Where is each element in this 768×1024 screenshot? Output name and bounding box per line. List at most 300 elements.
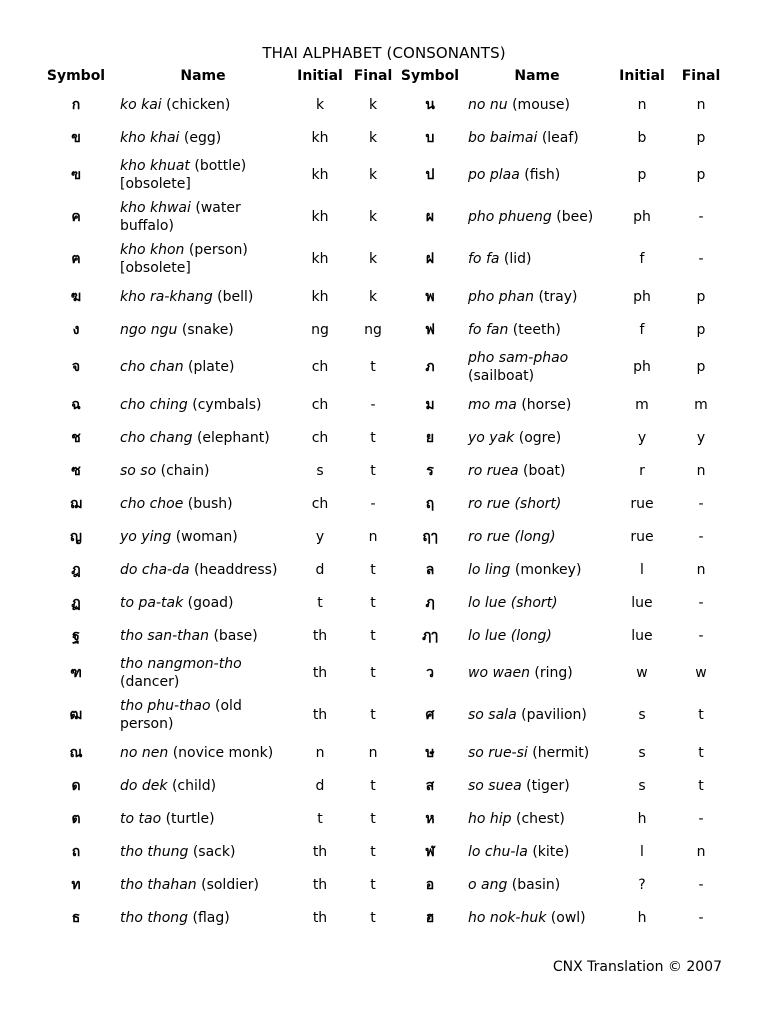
- meaning-text: (bell): [212, 288, 254, 305]
- final-sound: t: [698, 707, 704, 723]
- final-sound: -: [370, 396, 376, 413]
- table-row: [38, 736, 730, 769]
- initial-sound: d: [315, 561, 325, 578]
- consonant-name: [462, 388, 612, 421]
- table-row: [38, 421, 730, 454]
- meaning-text: (person) [obsolete]: [120, 242, 248, 276]
- meaning-text: (mouse): [507, 96, 570, 113]
- consonant-symbol: ฉ: [71, 396, 81, 413]
- final-sound: n: [696, 462, 706, 479]
- footer-copyright: CNX Translation © 2007: [552, 959, 722, 975]
- consonant-symbol: พ: [425, 288, 435, 305]
- consonant-symbol: ล: [425, 561, 435, 578]
- final-sound: p: [696, 359, 706, 375]
- meaning-text: (goad): [183, 594, 234, 611]
- consonant-symbol: ศ: [425, 707, 435, 723]
- initial-sound: s: [638, 744, 646, 761]
- initial-sound: h: [637, 810, 647, 827]
- final-sound: k: [368, 288, 378, 305]
- consonant-symbol: ท: [71, 876, 81, 893]
- consonant-symbol: ฦๅ: [421, 627, 439, 644]
- consonant-symbol: ญ: [70, 528, 82, 545]
- initial-sound: h: [637, 909, 647, 926]
- table-row: [38, 835, 730, 868]
- consonant-name: [114, 619, 292, 652]
- consonant-name: [462, 901, 612, 934]
- consonant-name: [114, 121, 292, 154]
- meaning-text: (ogre): [514, 429, 562, 446]
- romanized-name: so sala: [468, 707, 517, 723]
- initial-sound: n: [637, 96, 647, 113]
- initial-sound: ch: [311, 359, 329, 375]
- consonant-name: [114, 421, 292, 454]
- consonant-symbol: บ: [425, 129, 435, 146]
- consonant-name: [462, 238, 612, 280]
- meaning-text: (novice monk): [168, 744, 274, 761]
- initial-sound: l: [640, 561, 644, 578]
- romanized-name: ro ruea: [468, 462, 519, 479]
- romanized-name: yo yak: [468, 429, 515, 446]
- consonant-symbol: ฎ: [71, 561, 81, 578]
- consonant-name: [114, 553, 292, 586]
- initial-sound: y: [315, 528, 325, 545]
- consonant-symbol: ภ: [425, 359, 435, 375]
- romanized-name: ko kai: [120, 96, 162, 113]
- header-row: [38, 64, 730, 88]
- consonant-name: [462, 694, 612, 736]
- consonant-symbol: ข: [71, 129, 81, 146]
- meaning-text: (owl): [546, 909, 586, 926]
- table-row: [38, 553, 730, 586]
- meaning-text: (leaf): [537, 129, 579, 146]
- meaning-text: (dancer): [120, 674, 180, 690]
- romanized-name: kho khuat: [120, 158, 190, 174]
- initial-sound: f: [639, 321, 645, 338]
- romanized-name: tho san-than: [120, 627, 209, 644]
- consonant-symbol: ง: [72, 321, 80, 338]
- consonant-name: [462, 835, 612, 868]
- meaning-text: (chain): [156, 462, 210, 479]
- final-sound: p: [696, 288, 706, 305]
- romanized-name: lo chu-la: [468, 843, 528, 860]
- initial-sound: ?: [638, 876, 646, 893]
- table-row: [38, 154, 730, 196]
- meaning-text: (hermit): [527, 744, 590, 761]
- romanized-name: ro rue (short): [468, 495, 562, 512]
- meaning-text: (flag): [188, 909, 230, 926]
- initial-sound: kh: [311, 167, 329, 183]
- final-sound: k: [368, 251, 378, 267]
- romanized-name: so so: [120, 462, 157, 479]
- initial-sound: d: [315, 777, 325, 794]
- romanized-name: to pa-tak: [120, 594, 184, 611]
- romanized-name: fo fa: [468, 251, 500, 267]
- initial-sound: th: [312, 876, 328, 893]
- consonant-name: [114, 802, 292, 835]
- consonant-symbol: ฬ: [425, 843, 435, 860]
- consonant-name: [462, 868, 612, 901]
- final-sound: -: [698, 528, 704, 545]
- consonant-name: [462, 769, 612, 802]
- initial-sound: th: [312, 843, 328, 860]
- meaning-text: (sack): [188, 843, 236, 860]
- table-row: [38, 388, 730, 421]
- meaning-text: (cymbals): [187, 396, 262, 413]
- consonant-name: [462, 88, 612, 121]
- final-sound: t: [370, 462, 376, 479]
- consonant-symbol: ฐ: [72, 627, 80, 644]
- final-sound: t: [370, 909, 376, 926]
- final-sound: k: [368, 129, 378, 146]
- meaning-text: (monkey): [510, 561, 582, 578]
- meaning-text: (bottle) [obsolete]: [120, 158, 247, 192]
- consonant-name: [114, 694, 292, 736]
- consonant-name: [114, 520, 292, 553]
- romanized-name: yo ying: [120, 528, 172, 545]
- consonant-name: [462, 154, 612, 196]
- meaning-text: (tiger): [521, 777, 570, 794]
- initial-sound: f: [639, 251, 645, 267]
- table-row: [38, 901, 730, 934]
- initial-sound: rue: [630, 495, 654, 512]
- table-row: [38, 868, 730, 901]
- romanized-name: cho ching: [120, 396, 188, 413]
- initial-sound: ng: [311, 321, 329, 338]
- table-row: [38, 313, 730, 346]
- consonant-symbol: ว: [426, 665, 434, 681]
- initial-sound: kh: [311, 129, 329, 146]
- consonant-name: [114, 769, 292, 802]
- romanized-name: kho ra-khang: [120, 288, 213, 305]
- table-row: [38, 454, 730, 487]
- header-name: Name: [514, 68, 560, 84]
- initial-sound: th: [312, 707, 328, 723]
- header-final: Final: [681, 68, 721, 84]
- consonant-symbol: ณ: [69, 744, 83, 761]
- table-row: [38, 487, 730, 520]
- consonant-symbol: ธ: [71, 909, 81, 926]
- table-row: [38, 802, 730, 835]
- romanized-name: tho phu-thao: [120, 698, 211, 714]
- consonant-name: [114, 487, 292, 520]
- meaning-text: (lid): [499, 251, 532, 267]
- table-row: [38, 196, 730, 238]
- consonant-name: [462, 487, 612, 520]
- initial-sound: lue: [631, 627, 653, 644]
- consonant-symbol: ฝ: [425, 251, 435, 267]
- final-sound: -: [698, 876, 704, 893]
- initial-sound: rue: [630, 528, 654, 545]
- consonant-symbol: ช: [71, 429, 81, 446]
- final-sound: t: [370, 665, 376, 681]
- consonant-name: [114, 868, 292, 901]
- final-sound: ng: [364, 321, 382, 338]
- consonant-symbol: ฏ: [71, 594, 81, 611]
- initial-sound: kh: [311, 251, 329, 267]
- romanized-name: tho thong: [120, 909, 189, 926]
- consonant-symbol: ถ: [71, 843, 81, 860]
- header-symbol: Symbol: [46, 68, 106, 84]
- final-sound: k: [368, 209, 378, 225]
- romanized-name: tho thung: [120, 843, 189, 860]
- consonant-symbol: ฤ: [425, 495, 435, 512]
- consonant-name: [114, 388, 292, 421]
- consonant-name: [462, 421, 612, 454]
- consonant-name: [114, 835, 292, 868]
- consonant-name: [114, 652, 292, 694]
- meaning-text: (boat): [518, 462, 566, 479]
- meaning-text: (woman): [171, 528, 238, 545]
- romanized-name: wo waen: [468, 665, 530, 681]
- final-sound: p: [696, 167, 706, 183]
- table-row: [38, 238, 730, 280]
- consonant-name: [462, 586, 612, 619]
- romanized-name: tho thahan: [120, 876, 197, 893]
- initial-sound: ph: [633, 288, 651, 305]
- final-sound: t: [370, 561, 376, 578]
- final-sound: t: [370, 810, 376, 827]
- meaning-text: (elephant): [192, 429, 270, 446]
- consonant-name: [462, 736, 612, 769]
- consonant-name: [114, 280, 292, 313]
- consonant-symbol: ฮ: [425, 909, 435, 926]
- meaning-text: (soldier): [196, 876, 259, 893]
- consonant-name: [462, 802, 612, 835]
- meaning-text: (chest): [511, 810, 565, 827]
- consonant-name: [462, 553, 612, 586]
- final-sound: t: [698, 744, 704, 761]
- consonant-name: [114, 196, 292, 238]
- romanized-name: lo ling: [468, 561, 511, 578]
- consonant-name: [114, 454, 292, 487]
- consonant-symbol: น: [425, 96, 435, 113]
- romanized-name: fo fan: [468, 321, 509, 338]
- romanized-name: kho khai: [120, 129, 180, 146]
- initial-sound: ph: [633, 209, 651, 225]
- consonant-name: [114, 346, 292, 388]
- header-final: Final: [353, 68, 393, 84]
- table-row: [38, 586, 730, 619]
- final-sound: w: [695, 665, 707, 681]
- meaning-text: (fish): [519, 167, 561, 183]
- final-sound: k: [368, 96, 378, 113]
- final-sound: n: [368, 744, 378, 761]
- romanized-name: kho khwai: [120, 200, 191, 216]
- meaning-text: (pavilion): [516, 707, 587, 723]
- initial-sound: ch: [311, 495, 329, 512]
- meaning-text: (kite): [527, 843, 570, 860]
- initial-sound: y: [637, 429, 647, 446]
- table-row: [38, 769, 730, 802]
- meaning-text: (headdress): [189, 561, 278, 578]
- consonant-name: [114, 901, 292, 934]
- initial-sound: kh: [311, 209, 329, 225]
- meaning-text: (chicken): [161, 96, 231, 113]
- consonant-name: [114, 238, 292, 280]
- romanized-name: ro rue (long): [468, 528, 556, 545]
- final-sound: -: [698, 594, 704, 611]
- meaning-text: (tray): [534, 288, 578, 305]
- table-row: [38, 346, 730, 388]
- meaning-text: (old person): [120, 698, 242, 732]
- consonant-symbol: ษ: [425, 744, 435, 761]
- table-row: [38, 652, 730, 694]
- romanized-name: o ang: [468, 876, 508, 893]
- meaning-text: (water buffalo): [120, 200, 241, 234]
- consonant-symbol: ค: [71, 209, 81, 225]
- romanized-name: no nu: [468, 96, 508, 113]
- romanized-name: so suea: [468, 777, 522, 794]
- initial-sound: t: [317, 594, 323, 611]
- romanized-name: mo ma: [468, 396, 517, 413]
- consonant-symbol: ฟ: [425, 321, 435, 338]
- final-sound: t: [370, 359, 376, 375]
- consonant-symbol: ป: [425, 167, 435, 183]
- initial-sound: s: [638, 777, 646, 794]
- romanized-name: cho chang: [120, 429, 193, 446]
- consonant-name: [114, 88, 292, 121]
- consonant-name: [462, 652, 612, 694]
- meaning-text: (egg): [179, 129, 222, 146]
- meaning-text: (horse): [516, 396, 572, 413]
- romanized-name: tho nangmon-tho: [120, 656, 242, 672]
- final-sound: y: [696, 429, 706, 446]
- initial-sound: l: [640, 843, 644, 860]
- initial-sound: k: [315, 96, 325, 113]
- consonant-symbol: ซ: [71, 462, 81, 479]
- consonant-symbol: ฑ: [70, 665, 82, 681]
- romanized-name: do cha-da: [120, 561, 190, 578]
- initial-sound: t: [317, 810, 323, 827]
- consonant-name: [462, 619, 612, 652]
- romanized-name: so rue-si: [468, 744, 528, 761]
- page-title: THAI ALPHABET (CONSONANTS): [262, 44, 506, 62]
- final-sound: -: [698, 909, 704, 926]
- table-row: [38, 280, 730, 313]
- final-sound: -: [698, 209, 704, 225]
- consonant-symbol: ร: [426, 462, 434, 479]
- initial-sound: ch: [311, 396, 329, 413]
- consonant-name: [462, 346, 612, 388]
- meaning-text: (basin): [507, 876, 561, 893]
- final-sound: n: [696, 561, 706, 578]
- initial-sound: w: [636, 665, 648, 681]
- meaning-text: (teeth): [508, 321, 561, 338]
- consonant-symbol: ก: [71, 96, 81, 113]
- consonant-symbol: ด: [71, 777, 81, 794]
- consonant-symbol: ฅ: [71, 251, 81, 267]
- romanized-name: ngo ngu: [120, 321, 178, 338]
- meaning-text: (turtle): [161, 810, 215, 827]
- romanized-name: lo lue (long): [468, 627, 552, 644]
- consonant-name: [114, 586, 292, 619]
- consonant-symbol: ฒ: [69, 707, 83, 723]
- consonant-symbol: ต: [71, 810, 81, 827]
- table-row: [38, 520, 730, 553]
- table-row: [38, 619, 730, 652]
- final-sound: t: [370, 627, 376, 644]
- final-sound: t: [370, 707, 376, 723]
- consonant-table: [38, 64, 730, 934]
- final-sound: t: [370, 429, 376, 446]
- romanized-name: kho khon: [120, 242, 185, 258]
- final-sound: -: [698, 495, 704, 512]
- consonant-symbol: ฆ: [70, 288, 82, 305]
- final-sound: -: [698, 810, 704, 827]
- table-row: [38, 121, 730, 154]
- initial-sound: th: [312, 627, 328, 644]
- initial-sound: ph: [633, 359, 651, 375]
- final-sound: n: [696, 843, 706, 860]
- romanized-name: no nen: [120, 744, 169, 761]
- final-sound: t: [698, 777, 704, 794]
- final-sound: t: [370, 843, 376, 860]
- final-sound: t: [370, 594, 376, 611]
- meaning-text: (bee): [551, 209, 594, 225]
- initial-sound: r: [639, 462, 645, 479]
- consonant-symbol: ฃ: [71, 167, 81, 183]
- meaning-text: (ring): [529, 665, 573, 681]
- header-symbol: Symbol: [400, 68, 460, 84]
- romanized-name: cho chan: [120, 359, 184, 375]
- final-sound: k: [368, 167, 378, 183]
- table-row: [38, 88, 730, 121]
- final-sound: t: [370, 777, 376, 794]
- consonant-symbol: ส: [425, 777, 435, 794]
- final-sound: p: [696, 321, 706, 338]
- initial-sound: ch: [311, 429, 329, 446]
- meaning-text: (sailboat): [468, 368, 535, 384]
- consonant-symbol: ม: [425, 396, 435, 413]
- consonant-name: [114, 154, 292, 196]
- consonant-name: [114, 736, 292, 769]
- final-sound: n: [696, 96, 706, 113]
- final-sound: p: [696, 129, 706, 146]
- initial-sound: p: [637, 167, 647, 183]
- consonant-symbol: ฦ: [425, 594, 435, 611]
- initial-sound: kh: [311, 288, 329, 305]
- romanized-name: lo lue (short): [468, 594, 558, 611]
- meaning-text: (bush): [183, 495, 233, 512]
- initial-sound: th: [312, 909, 328, 926]
- initial-sound: s: [316, 462, 324, 479]
- table-row: [38, 694, 730, 736]
- romanized-name: ho hip: [468, 810, 512, 827]
- final-sound: -: [698, 251, 704, 267]
- initial-sound: b: [637, 129, 647, 146]
- romanized-name: cho choe: [120, 495, 184, 512]
- romanized-name: ho nok-huk: [468, 909, 547, 926]
- initial-sound: s: [638, 707, 646, 723]
- initial-sound: m: [635, 396, 649, 413]
- meaning-text: (child): [167, 777, 217, 794]
- consonant-name: [462, 196, 612, 238]
- consonant-name: [462, 121, 612, 154]
- initial-sound: n: [315, 744, 325, 761]
- consonant-symbol: จ: [71, 359, 81, 375]
- final-sound: -: [370, 495, 376, 512]
- consonant-symbol: ฤๅ: [422, 528, 438, 545]
- romanized-name: to tao: [120, 810, 162, 827]
- final-sound: t: [370, 876, 376, 893]
- romanized-name: pho phan: [468, 288, 534, 305]
- meaning-text: (base): [209, 627, 258, 644]
- initial-sound: lue: [631, 594, 653, 611]
- meaning-text: (plate): [183, 359, 235, 375]
- consonant-symbol: ฌ: [70, 495, 82, 512]
- header-name: Name: [180, 68, 226, 84]
- consonant-name: [462, 454, 612, 487]
